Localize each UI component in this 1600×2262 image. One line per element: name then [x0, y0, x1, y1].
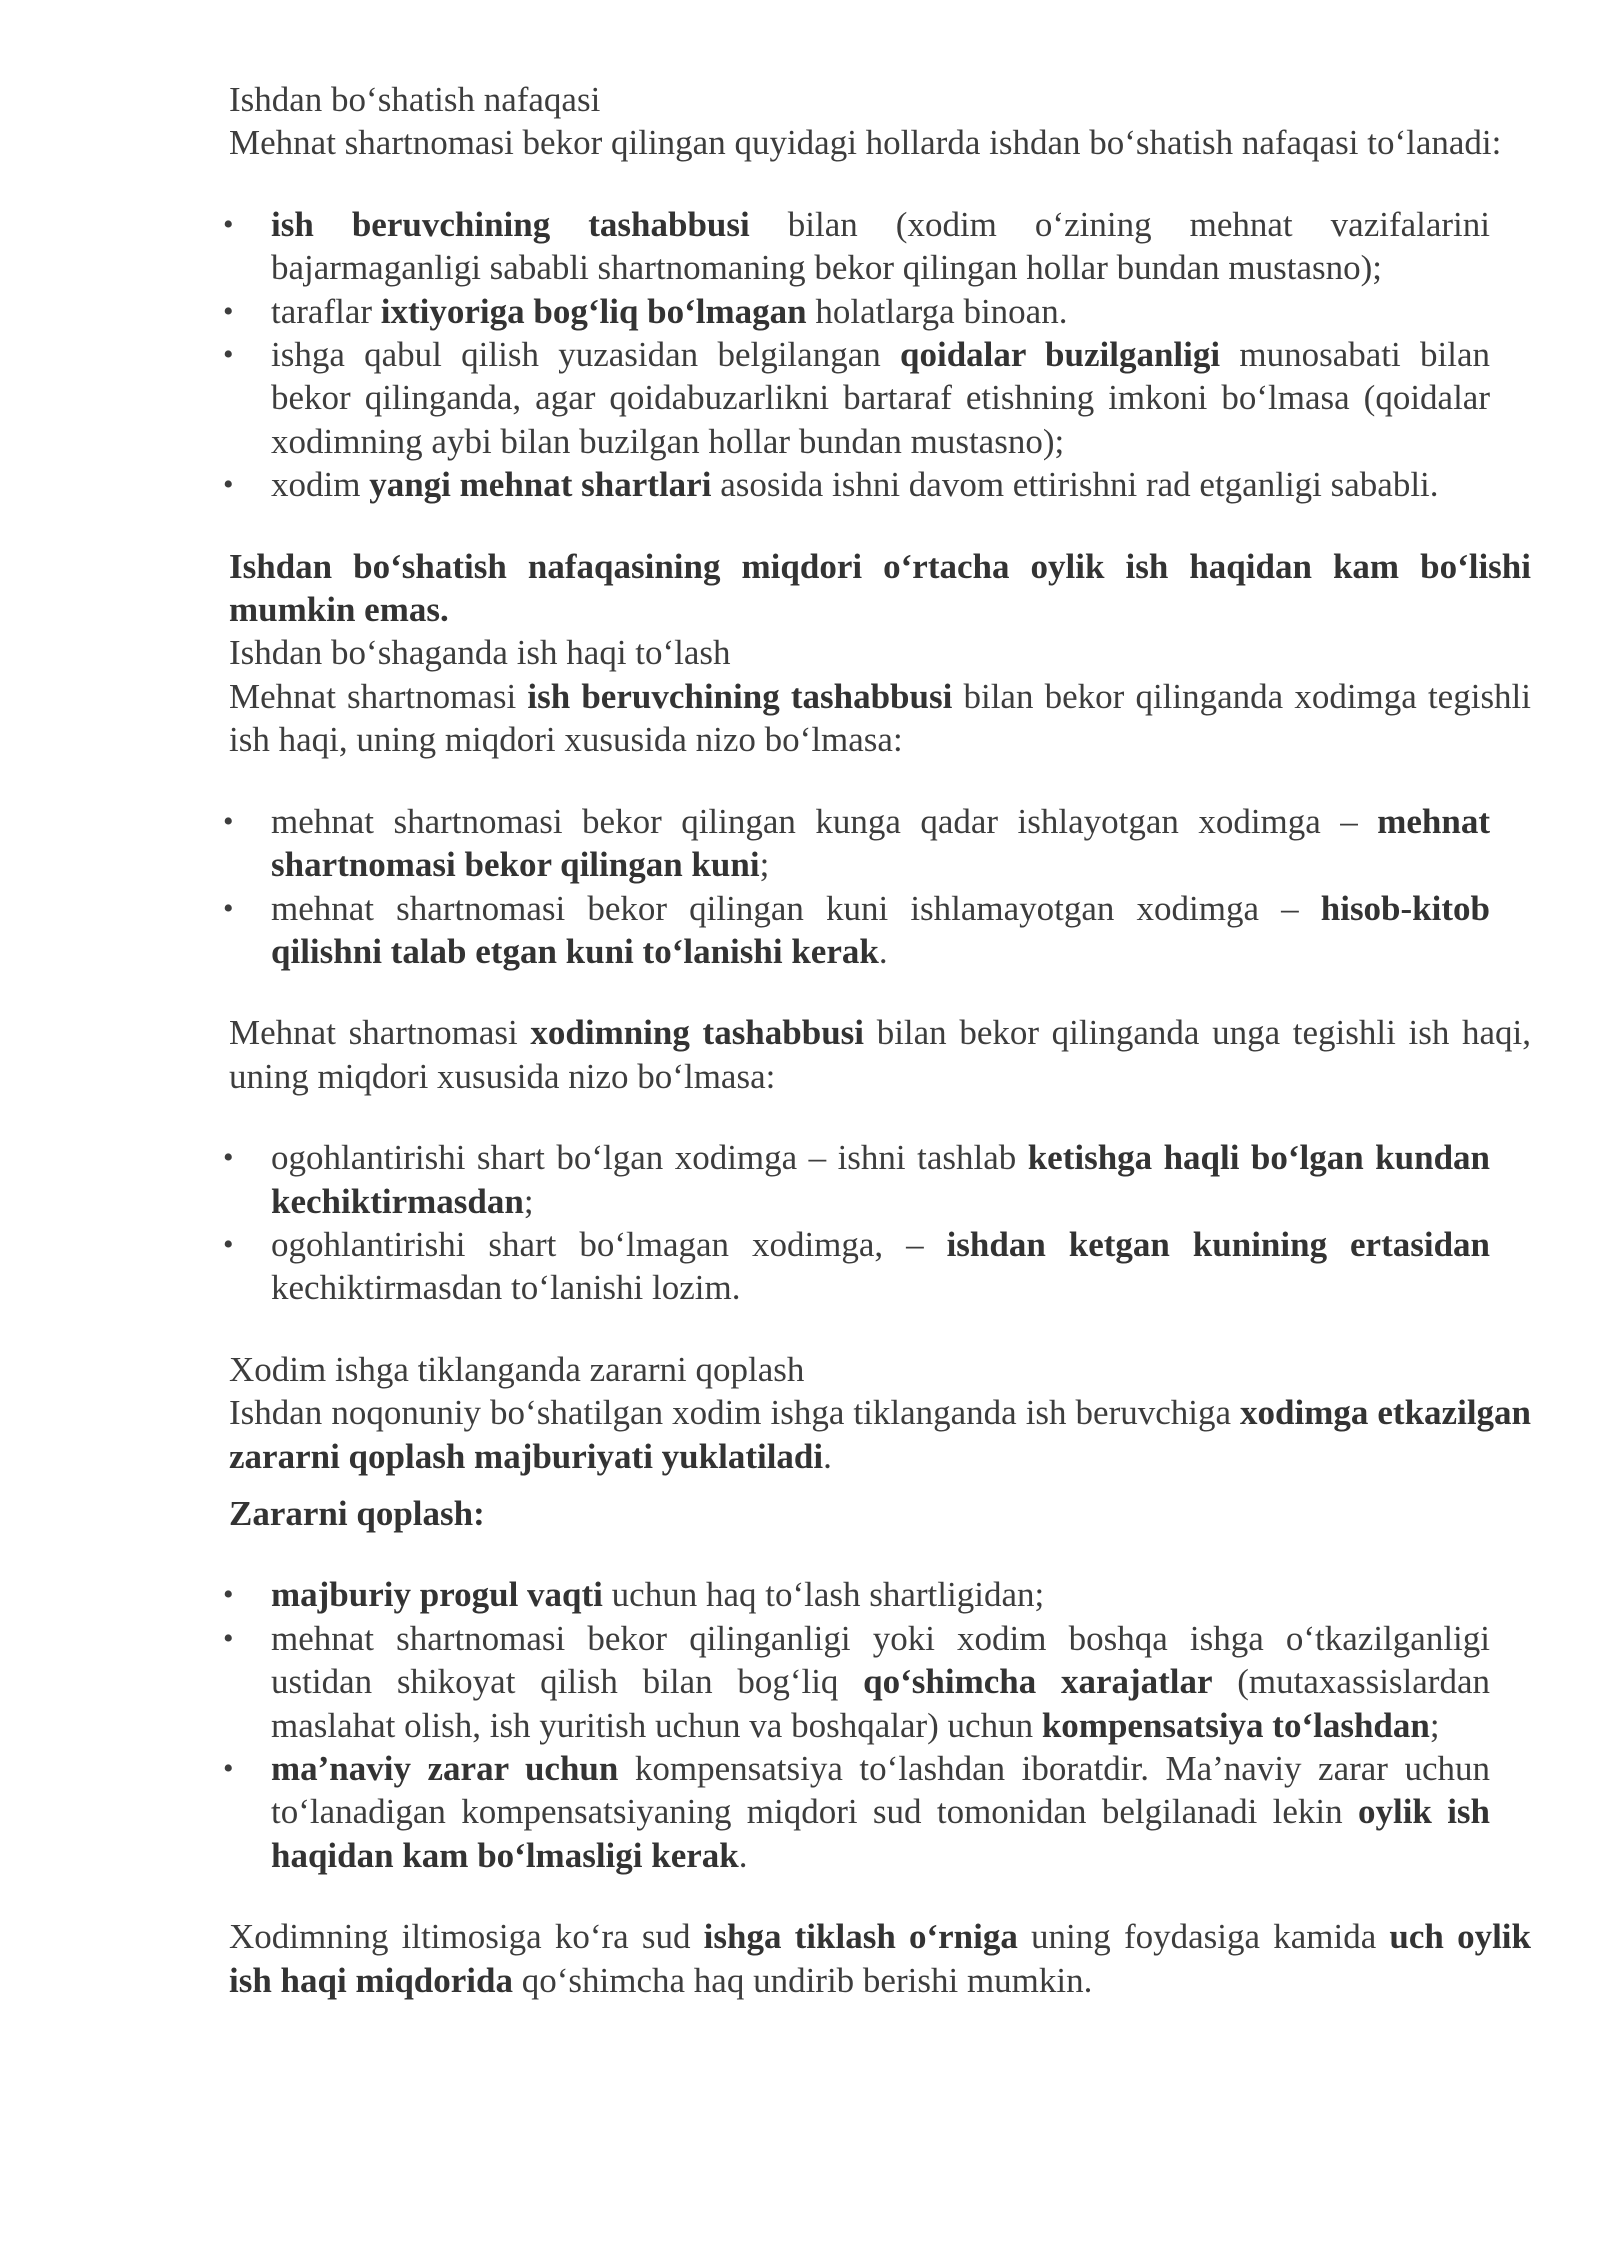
list-item: • xodim yangi mehnat shartlari asosida ishni davom ettirishni rad etganligi sababli.: [229, 463, 1531, 506]
severance-intro: Mehnat shartnomasi bekor qilingan quyidagi hollarda ishdan bo‘shatish nafaqasi to‘lanadi:: [229, 123, 1502, 163]
list-item: • majburiy progul vaqti uchun haq to‘lash shartligidan;: [229, 1573, 1531, 1616]
list-item: • mehnat shartnomasi bekor qilinganligi yoki xodim boshqa ishga o‘tkazilganligi ustidan shikoyat qilish bilan bog‘liq qo‘shimcha xarajatlar (mutaxassislardan maslahat olish, ish yuritish uchun va boshqalar) uchun kompensatsiya to‘lashdan;: [229, 1617, 1531, 1747]
list-item: • ma’naviy zarar uchun kompensatsiya to‘lashdan iboratdir. Ma’naviy zarar uchun to‘lanadigan kompensatsiyaning miqdori sud tomonidan belgilanadi lekin oylik ish haqidan kam bo‘lmasligi kerak.: [229, 1747, 1531, 1877]
wage-list-employer: [229, 800, 1531, 974]
section-title-compensation: Xodim ishga tiklanganda zararni qoplash: [229, 1349, 805, 1389]
severance-list: [229, 203, 1531, 507]
document-page: [229, 78, 1531, 2002]
wage-intro-employer: Mehnat shartnomasi ish beruvchining tashabbusi bilan bekor qilinganda xodimga tegishli ish haqi, uning miqdori xususida nizo bo‘lmasa:: [229, 676, 1532, 760]
wage-intro-employee: Mehnat shartnomasi xodimning tashabbusi bilan bekor qilinganda unga tegishli ish haqi, uning miqdori xususida nizo bo‘lmasa:: [229, 1013, 1532, 1096]
compensation-subheading: Zararni qoplash:: [229, 1493, 485, 1533]
severance-note: Ishdan bo‘shatish nafaqasining miqdori o‘rtacha oylik ish haqidan kam bo‘lishi mumkin emas.: [229, 546, 1531, 630]
wage-list-employee: [229, 1136, 1531, 1310]
list-item: • ish beruvchining tashabbusi bilan (xodim o‘zining mehnat vazifalarini bajarmaganligi sababli shartnomaning bekor qilingan hollar bundan mustasno);: [229, 203, 1531, 290]
compensation-list: [229, 1573, 1531, 1877]
list-item: • mehnat shartnomasi bekor qilingan kuni ishlamayotgan xodimga – hisob-kitob qilishni talab etgan kuni to‘lanishi kerak.: [229, 887, 1531, 974]
list-item: • ogohlantirishi shart bo‘lgan xodimga – ishni tashlab ketishga haqli bo‘lgan kundan kechiktirmasdan;: [229, 1136, 1531, 1223]
compensation-intro: Ishdan noqonuniy bo‘shatilgan xodim ishga tiklanganda ish beruvchiga xodimga etkazilgan zararni qoplash majburiyati yuklatiladi.: [229, 1393, 1532, 1476]
section-title-wage-payment: Ishdan bo‘shaganda ish haqi to‘lash: [229, 633, 731, 673]
list-item: • ogohlantirishi shart bo‘lmagan xodimga, – ishdan ketgan kunining ertasidan kechiktirmasdan to‘lanishi lozim.: [229, 1223, 1531, 1310]
list-item: • mehnat shartnomasi bekor qilingan kunga qadar ishlayotgan xodimga – mehnat shartnomasi bekor qilingan kuni;: [229, 800, 1531, 887]
list-item: • ishga qabul qilish yuzasidan belgilangan qoidalar buzilganligi munosabati bilan bekor qilinganda, agar qoidabuzarlikni bartaraf etishning imkoni bo‘lmasa (qoidalar xodimning aybi bilan buzilgan hollar bundan mustasno);: [229, 333, 1531, 463]
final-paragraph: Xodimning iltimosiga ko‘ra sud ishga tiklash o‘rniga uning foydasiga kamida uch oylik ish haqi miqdorida qo‘shimcha haq undirib berishi mumkin.: [229, 1917, 1531, 2000]
list-item: • taraflar ixtiyoriga bog‘liq bo‘lmagan holatlarga binoan.: [229, 290, 1531, 333]
section-title-severance: Ishdan bo‘shatish nafaqasi: [229, 80, 601, 119]
